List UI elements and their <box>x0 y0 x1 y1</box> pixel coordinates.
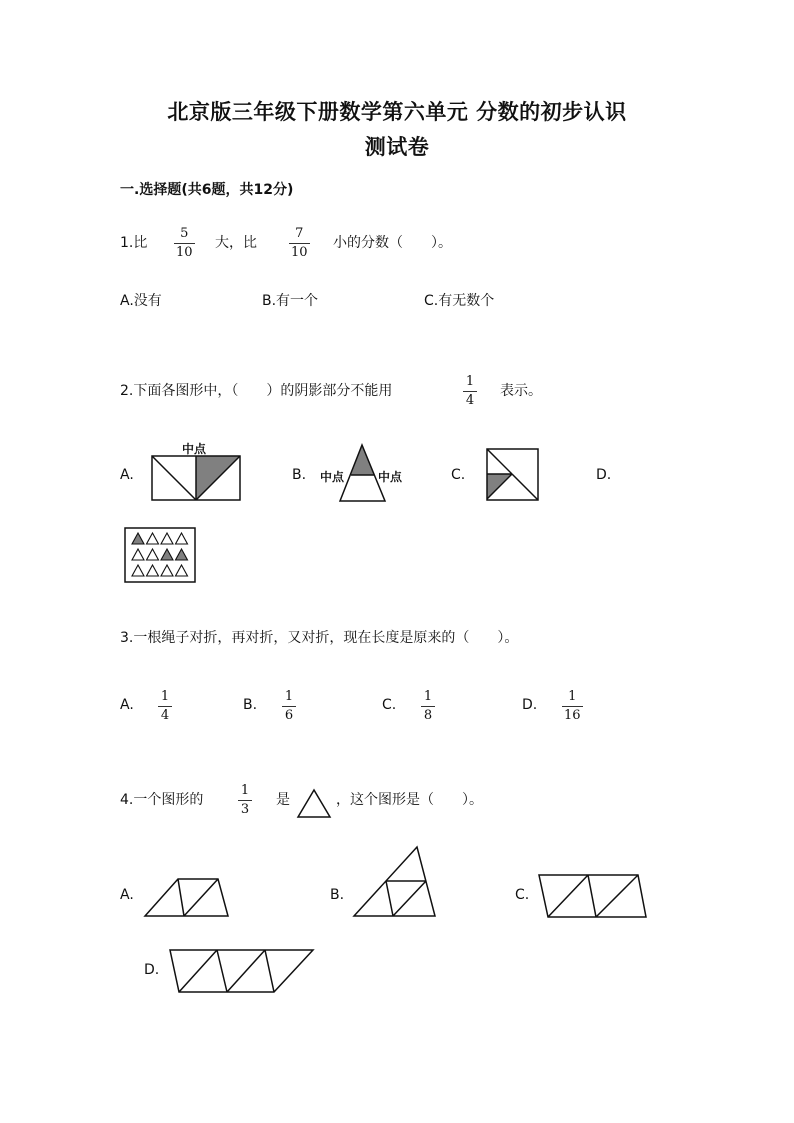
q4-option-d[interactable]: D. <box>144 962 160 978</box>
page-subtitle: 测试卷 <box>364 134 430 159</box>
q2-option-d[interactable]: D. <box>596 467 612 483</box>
grid-triangle <box>147 533 159 544</box>
q2-option-c[interactable]: C. <box>451 467 466 483</box>
q3-option-b-fraction <box>282 689 296 723</box>
q2-option-b[interactable]: B. <box>292 467 307 483</box>
q4-fraction-numerator: 1 <box>240 783 250 798</box>
q3-text: 3.一根绳子对折，再对折，又对折，现在长度是原来的（ ）。 <box>120 630 519 646</box>
q3-option-d-fraction <box>562 689 583 723</box>
q2-option-a[interactable]: A. <box>120 467 134 483</box>
q3-a-numerator: 1 <box>160 689 170 704</box>
q2-a-rectangle-figure <box>151 455 241 501</box>
q3-option-c-fraction <box>421 689 435 723</box>
q3-option-a[interactable]: A. <box>120 697 134 713</box>
q1-fraction-b <box>289 226 310 260</box>
q2-b-triangle-figure <box>339 444 389 502</box>
q1-fraction-b-denominator: 10 <box>291 245 308 260</box>
q1-option-a[interactable]: A.没有 <box>120 293 162 309</box>
q2-fraction-denominator: 4 <box>465 393 475 408</box>
q1-fraction-a-denominator: 10 <box>176 245 193 260</box>
grid-triangle <box>161 549 173 560</box>
q4-option-c[interactable]: C. <box>515 887 530 903</box>
q4-option-b[interactable]: B. <box>330 887 345 903</box>
q3-d-numerator: 1 <box>568 689 577 704</box>
q4-prefix: 4.一个图形的 <box>120 792 204 808</box>
q4-c-figure <box>538 874 648 920</box>
q2-b-midpoint-label-left: 中点 <box>320 470 345 484</box>
q2-fraction-numerator: 1 <box>465 374 475 389</box>
q1-option-c[interactable]: C.有无数个 <box>424 293 495 309</box>
q3-c-denominator: 8 <box>423 708 433 723</box>
q3-option-a-fraction <box>158 689 172 723</box>
grid-triangle <box>132 533 144 544</box>
q4-small-triangle <box>297 789 331 819</box>
q4-suffix: ，这个图形是（ ）。 <box>336 792 483 808</box>
q1-option-b[interactable]: B.有一个 <box>262 293 319 309</box>
q4-a-figure <box>144 878 230 918</box>
section-heading: 一.选择题(共6题，共12分) <box>120 182 294 198</box>
q1-fraction-a-numerator: 5 <box>180 226 189 241</box>
grid-triangle <box>132 549 144 560</box>
q4-b-figure <box>353 846 437 918</box>
grid-triangle <box>161 565 173 576</box>
q3-a-denominator: 4 <box>160 708 170 723</box>
q2-prefix: 2.下面各图形中，（ ）的阴影部分不能用 <box>120 383 393 399</box>
q2-a-midpoint-label: 中点 <box>182 442 207 456</box>
q4-option-a[interactable]: A. <box>120 887 134 903</box>
q3-option-d[interactable]: D. <box>522 697 538 713</box>
q2-b-midpoint-label-right: 中点 <box>378 470 403 484</box>
grid-triangle <box>176 565 188 576</box>
q4-fraction <box>238 783 252 817</box>
q1-mid: 大，比 <box>215 235 257 251</box>
q1-prefix: 1.比 <box>120 235 148 251</box>
grid-triangle <box>161 533 173 544</box>
q2-b-shaded-region <box>351 445 374 475</box>
page-title: 北京版三年级下册数学第六单元 分数的初步认识 <box>167 99 627 124</box>
q1-fraction-a <box>174 226 195 260</box>
q4-d-figure <box>169 949 315 995</box>
grid-triangle <box>176 549 188 560</box>
q1-fraction-b-numerator: 7 <box>295 226 304 241</box>
grid-triangle <box>132 565 144 576</box>
q4-mid: 是 <box>276 792 290 808</box>
q2-c-square-figure <box>486 448 540 502</box>
grid-triangle <box>147 565 159 576</box>
grid-triangle <box>176 533 188 544</box>
grid-triangle <box>147 549 159 560</box>
q3-b-numerator: 1 <box>284 689 294 704</box>
q4-fraction-denominator: 3 <box>240 802 250 817</box>
q1-suffix: 小的分数（ ）。 <box>333 235 452 251</box>
q3-option-c[interactable]: C. <box>382 697 397 713</box>
q3-c-numerator: 1 <box>423 689 433 704</box>
q3-b-denominator: 6 <box>284 708 294 723</box>
q2-suffix: 表示。 <box>500 383 542 399</box>
q2-d-triangle-grid-figure <box>124 527 196 583</box>
q3-option-b[interactable]: B. <box>243 697 258 713</box>
q3-d-denominator: 16 <box>564 708 581 723</box>
q2-fraction <box>463 374 477 408</box>
